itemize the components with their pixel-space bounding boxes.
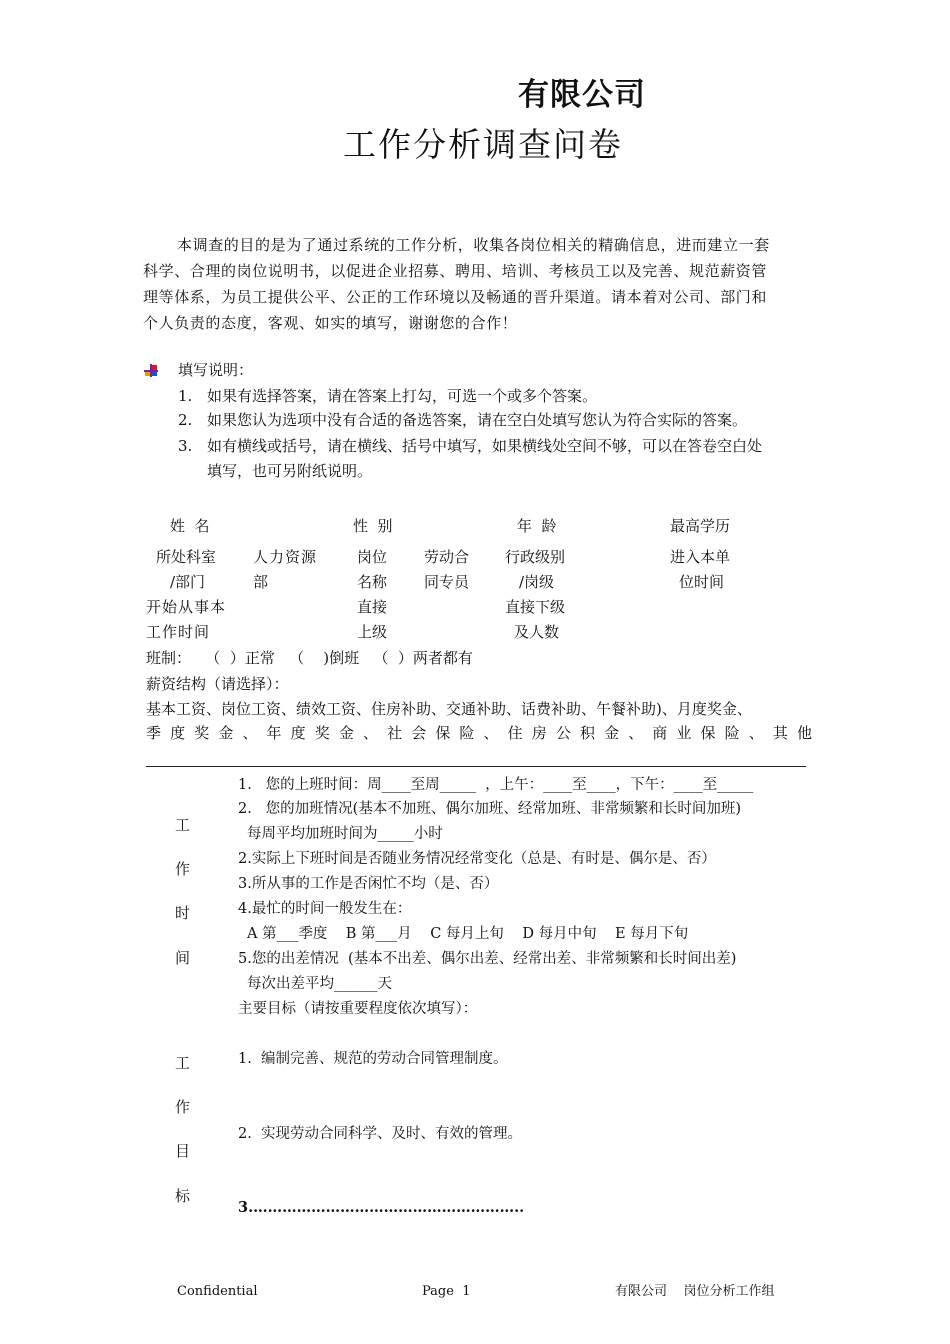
overtime-question: 2. 您的加班情况(基本不加班、偶尔加班、经常加班、非常频繁和长时间加班) <box>238 801 741 817</box>
supervisor-label-line1: 直接 <box>357 598 388 616</box>
instructions-heading: 填写说明： <box>178 361 254 379</box>
instruction-number-3: 3. <box>178 437 193 455</box>
salary-options-char: 房 <box>531 724 547 742</box>
instruction-number-1: 1. <box>178 387 193 405</box>
work-goal-label-char: 目 <box>175 1142 191 1160</box>
salary-options-char: 公 <box>555 724 571 742</box>
salary-options-line1: 基本工资、岗位工资、绩效工资、住房补助、交通补助、话费补助、午餐补助)、月度奖金、 <box>146 700 752 718</box>
salary-options-char: 、 <box>483 724 499 742</box>
work-goal-label-char: 标 <box>175 1187 191 1205</box>
salary-options-char: 度 <box>170 724 186 742</box>
salary-options-char: 商 <box>652 724 668 742</box>
level-label-line2: /岗级 <box>519 573 555 591</box>
gender-label: 性 别 <box>353 517 393 535</box>
join-date-label-line1: 进入本单 <box>670 548 731 566</box>
department-value-line2: 部 <box>253 573 269 591</box>
workload-balance-question: 3.所从事的工作是否闲忙不均（是、否） <box>238 876 499 892</box>
post-label-line1: 岗位 <box>357 548 388 566</box>
salary-options-char: 、 <box>362 724 378 742</box>
instruction-text-3-cont: 填写，也可另附纸说明。 <box>207 462 373 480</box>
salary-options-char: 保 <box>435 724 451 742</box>
intro-line-2: 科学、合理的岗位说明书，以促进企业招募、聘用、培训、考核员工以及完善、规范薪资管 <box>143 262 768 280</box>
salary-options-char: 其 <box>772 724 788 742</box>
company-name: 有限公司 <box>518 77 646 113</box>
goal-item-2: 2. 实现劳动合同科学、及时、有效的管理。 <box>238 1126 523 1142</box>
start-date-label-line1: 开始从事本 <box>146 598 227 616</box>
intro-line-4: 个人负责的态度，客观、如实的填写，谢谢您的合作！ <box>143 314 518 332</box>
page-title: 工作分析调查问卷 <box>343 125 623 164</box>
schedule-variation-question: 2.实际上下班时间是否随业务情况经常变化（总是、有时是、偶尔是、否） <box>238 851 716 867</box>
salary-options-char: 社 <box>387 724 403 742</box>
education-label: 最高学历 <box>670 517 731 535</box>
salary-options-char: 住 <box>507 724 523 742</box>
salary-options-char: 金 <box>604 724 620 742</box>
salary-options-char: 保 <box>700 724 716 742</box>
footer-confidential: Confidential <box>177 1284 258 1299</box>
salary-options-char: 业 <box>676 724 692 742</box>
footer-company-group: 有限公司 岗位分析工作组 <box>615 1284 775 1299</box>
work-time-label-char: 工 <box>175 816 191 834</box>
salary-options-char: 度 <box>290 724 306 742</box>
salary-options-char: 险 <box>724 724 740 742</box>
work-time-label-char: 间 <box>175 949 191 967</box>
instruction-number-2: 2. <box>178 411 193 429</box>
salary-options-char: 金 <box>218 724 234 742</box>
work-time-label-char: 时 <box>175 904 191 922</box>
work-goal-label-char: 工 <box>175 1054 191 1072</box>
salary-options-char: 他 <box>796 724 812 742</box>
intro-line-3: 理等体系，为员工提供公平、公正的工作环境以及畅通的晋升渠道。请本着对公司、部门和 <box>143 288 768 306</box>
salary-options-char: 奖 <box>194 724 210 742</box>
start-date-label-line2: 工作时间 <box>146 623 211 641</box>
post-value-line2: 同专员 <box>424 573 470 591</box>
salary-options-char: 险 <box>459 724 475 742</box>
goal-item-3: 3.……………………………………………….. <box>238 1199 525 1216</box>
salary-heading: 薪资结构（请选择）： <box>146 675 289 693</box>
salary-options-line2 <box>146 726 812 741</box>
business-trip-question: 5.您的出差情况 (基本不出差、偶尔出差、经常出差、非常频繁和长时间出差) <box>238 951 737 967</box>
salary-options-char: 会 <box>411 724 427 742</box>
salary-options-char: 积 <box>579 724 595 742</box>
department-label-line2: /部门 <box>170 573 206 591</box>
bullet-icon <box>144 364 158 377</box>
salary-options-char: 、 <box>242 724 258 742</box>
salary-options-char: 、 <box>628 724 644 742</box>
salary-options-char: 奖 <box>314 724 330 742</box>
busiest-time-options: A 第___季度 B 第___月 C 每月上旬 D 每月中旬 E 每月下旬 <box>247 926 689 942</box>
department-label-line1: 所处科室 <box>156 548 217 566</box>
subordinates-label-line1: 直接下级 <box>505 598 566 616</box>
business-trip-days-question: 每次出差平均______天 <box>247 976 392 992</box>
work-time-label-char: 作 <box>175 860 191 878</box>
department-value-line1: 人力资源 <box>253 548 318 566</box>
busiest-time-question: 4.最忙的时间一般发生在： <box>238 901 412 917</box>
subordinates-label-line2: 及人数 <box>514 623 560 641</box>
salary-options-char: 金 <box>338 724 354 742</box>
name-label: 姓 名 <box>170 517 210 535</box>
main-goals-heading: 主要目标（请按重要程度依次填写）： <box>238 1001 478 1017</box>
work-goal-label-char: 作 <box>175 1098 191 1116</box>
intro-line-1: 本调查的目的是为了通过系统的工作分析，收集各岗位相关的精确信息，进而建立一套 <box>177 236 770 254</box>
salary-options-char: 、 <box>748 724 764 742</box>
post-label-line2: 名称 <box>357 573 388 591</box>
goal-item-1: 1. 编制完善、规范的劳动合同管理制度。 <box>238 1051 508 1067</box>
instruction-text-1: 如果有选择答案，请在答案上打勾，可选一个或多个答案。 <box>207 387 598 405</box>
instruction-text-2: 如果您认为选项中没有合适的备选答案，请在空白处填写您认为符合实际的答案。 <box>207 411 748 429</box>
shift-options: 班制： （ ）正常 （ )倒班 （ ）两者都有 <box>146 649 473 667</box>
work-hours-question: 1. 您的上班时间：周____至周_____ ，上午：____至____，下午：____至_____ <box>238 777 754 793</box>
instruction-text-3: 如有横线或括号，请在横线、括号中填写，如果横线处空间不够，可以在答卷空白处 <box>207 437 763 455</box>
section-divider <box>146 766 806 767</box>
overtime-hours-question: 每周平均加班时间为_____小时 <box>247 826 443 842</box>
footer-page-number: Page 1 <box>422 1284 471 1299</box>
join-date-label-line2: 位时间 <box>679 573 725 591</box>
age-label: 年 龄 <box>517 517 557 535</box>
salary-options-char: 年 <box>266 724 282 742</box>
post-value-line1: 劳动合 <box>424 548 470 566</box>
level-label-line1: 行政级别 <box>505 548 566 566</box>
supervisor-label-line2: 上级 <box>357 623 388 641</box>
salary-options-char: 季 <box>146 724 162 742</box>
